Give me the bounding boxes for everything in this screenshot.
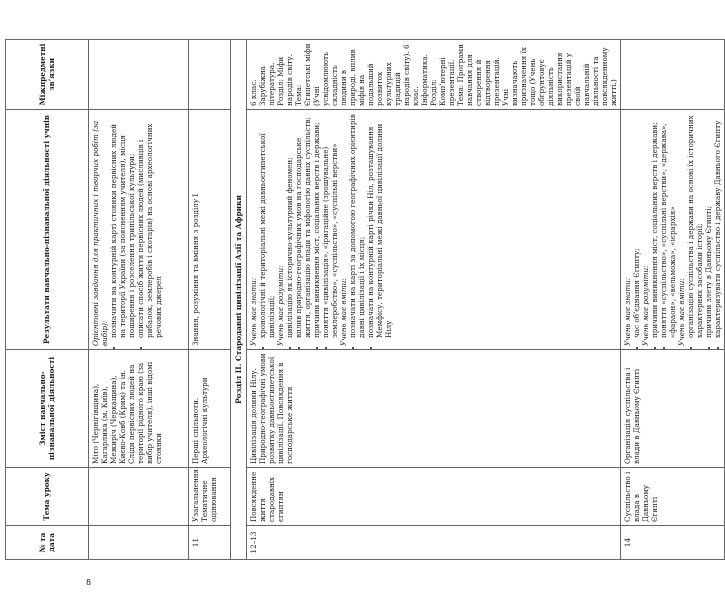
row-14-content: Організація суспільства і влади в Давньому Єгипті — [621, 350, 725, 468]
list-item: • позначати на контурній карті річки Ніл, розташування Мемфісу, територіальні межі давньої цивілізації долини Нілу — [366, 113, 393, 338]
header-results: Результати навчально-пізнавальної діяльності учнів — [6, 110, 89, 350]
row-a-content: Міто (Чернігівщина), Кагарлика (м. Київ), Межиріч (Черкащина), Києво-Ковб (Крим) та ін. Сліди первісних людей на території рідного краю (за вибір учителя), інші відомі стоянки — [89, 350, 189, 468]
row-a-results — [89, 110, 189, 350]
know-label: Учень має знати: — [623, 277, 633, 346]
header-row — [6, 40, 89, 560]
list-item: • позначити на контурній карті стоянки первісних людей на території України (за поясненням учителя), місця поширення і розселення трипільської культури; — [109, 113, 136, 338]
row-11-content: Перші спільноти. Археологічні культури — [189, 350, 231, 468]
row-12-results — [247, 110, 621, 350]
header-topic: Тема уроку — [6, 468, 89, 526]
table-row — [247, 40, 621, 560]
row-14-topic: Суспільство і влада в Давньому Єгипті — [621, 468, 725, 526]
header-num: № та дата — [6, 526, 89, 560]
list-item: • причини виникнення міст, соціальних верств і держави; — [650, 113, 659, 338]
list-item: • описати спосіб життя первісних людей (мисливців і рибалок, землеробів і скотарів) на основі археологічних речових джерел — [136, 113, 163, 338]
list-item: • поняття «суспільство», «суспільні верстви», «держава», «фараон», «вельможа», «ієрархія» — [659, 113, 677, 338]
rotated-page — [5, 40, 723, 560]
can-label: Учень має вміти: — [339, 278, 349, 346]
list-item: • причини виникнення міст, соціальних верств і держави; — [312, 113, 321, 338]
row-12-content: Цивілізація долини Нілу. Природно-географічні умови розвитку давньоєгипетської цивілізації. Повсякдення в господарське життя — [247, 350, 621, 468]
list-item: • цивілізацію як історично-культурний феномен; — [285, 113, 294, 338]
header-content: Зміст навчально-пізнавальної діяльності — [6, 350, 89, 468]
list-item: • причини злету в Давньому Єгипті; — [704, 113, 713, 338]
list-item: • характеризувати суспільство і державу Давнього Єгипту — [713, 113, 722, 338]
table-row — [621, 40, 725, 560]
table-row — [189, 40, 231, 560]
curriculum-table — [5, 39, 725, 560]
understand-label: Учень має розуміти: — [276, 265, 286, 346]
know-label: Учень має знати: — [249, 277, 259, 346]
table-row — [89, 40, 189, 560]
row-14-results — [621, 110, 725, 350]
understand-label: Учень має розуміти: — [641, 265, 651, 346]
list-item: • хронологічні й територіальні межі давньоєгипетської цивілізації; — [258, 113, 276, 338]
row-11-links — [189, 40, 231, 110]
list-item: • вплив природно-географічних умов на господарське життя, організацію влади та міфологію давніх суспільств; — [294, 113, 312, 338]
list-item: • організацію суспільства і держави на основі їх історичних характерних засобами історії; — [686, 113, 704, 338]
header-links: Міжпредметні зв’язки — [6, 40, 89, 110]
list-item: • час об’єднання Єгипту; — [632, 113, 641, 338]
row-11-num: 11 — [189, 526, 231, 560]
row-14-num: 14 — [621, 526, 725, 560]
row-12-topic: Повсякденне життя стародавніх єгиптян — [247, 468, 621, 526]
list-item: • поняття «цивілізація», «іригаційне (зрошувальне) землеробство», «суспільство», «суспільні верстви» — [321, 113, 339, 338]
list-item: • позначати на карті за допомогою географічних орієнтирів давні цивілізації і їх місця; — [348, 113, 366, 338]
row-11-topic: Узагальнення. Тематичне оцінювання — [189, 468, 231, 526]
row-a-intro: Орієнтовні завдання для практичних і творчих робіт (за вибір): — [91, 120, 109, 346]
section-row — [231, 40, 247, 560]
row-12-links: 6 клас. Зарубіжна література. Розділ: Міфи народів світу. Тема: Єгипетські міфи (Учні усвідомлюють складність людини в природі, вплив міфів на подальший розвиток культурних традицій народів світу). 6 клас. Інформатика. Розділ: Комп’ютерні презентації. Тема: Програми навчання для створення й відтворення презентацій. Учні визначають призначення їх тощо (Учень обґрунтовує діяльність використання презентацій у своїй навчальній діяльності та повсякденному житті.) — [247, 40, 621, 110]
row-12-num: 12–13 — [247, 526, 621, 560]
can-label: Учень має вміти: — [677, 278, 687, 346]
row-a-links — [89, 40, 189, 110]
row-11-results: Знання, розуміння та вміння з розділу I — [189, 110, 231, 350]
section-title: Розділ II. Стародавні цивілізації Азії та Африки — [231, 40, 247, 560]
page-number: 8 — [86, 578, 92, 587]
row-14-links — [621, 40, 725, 110]
